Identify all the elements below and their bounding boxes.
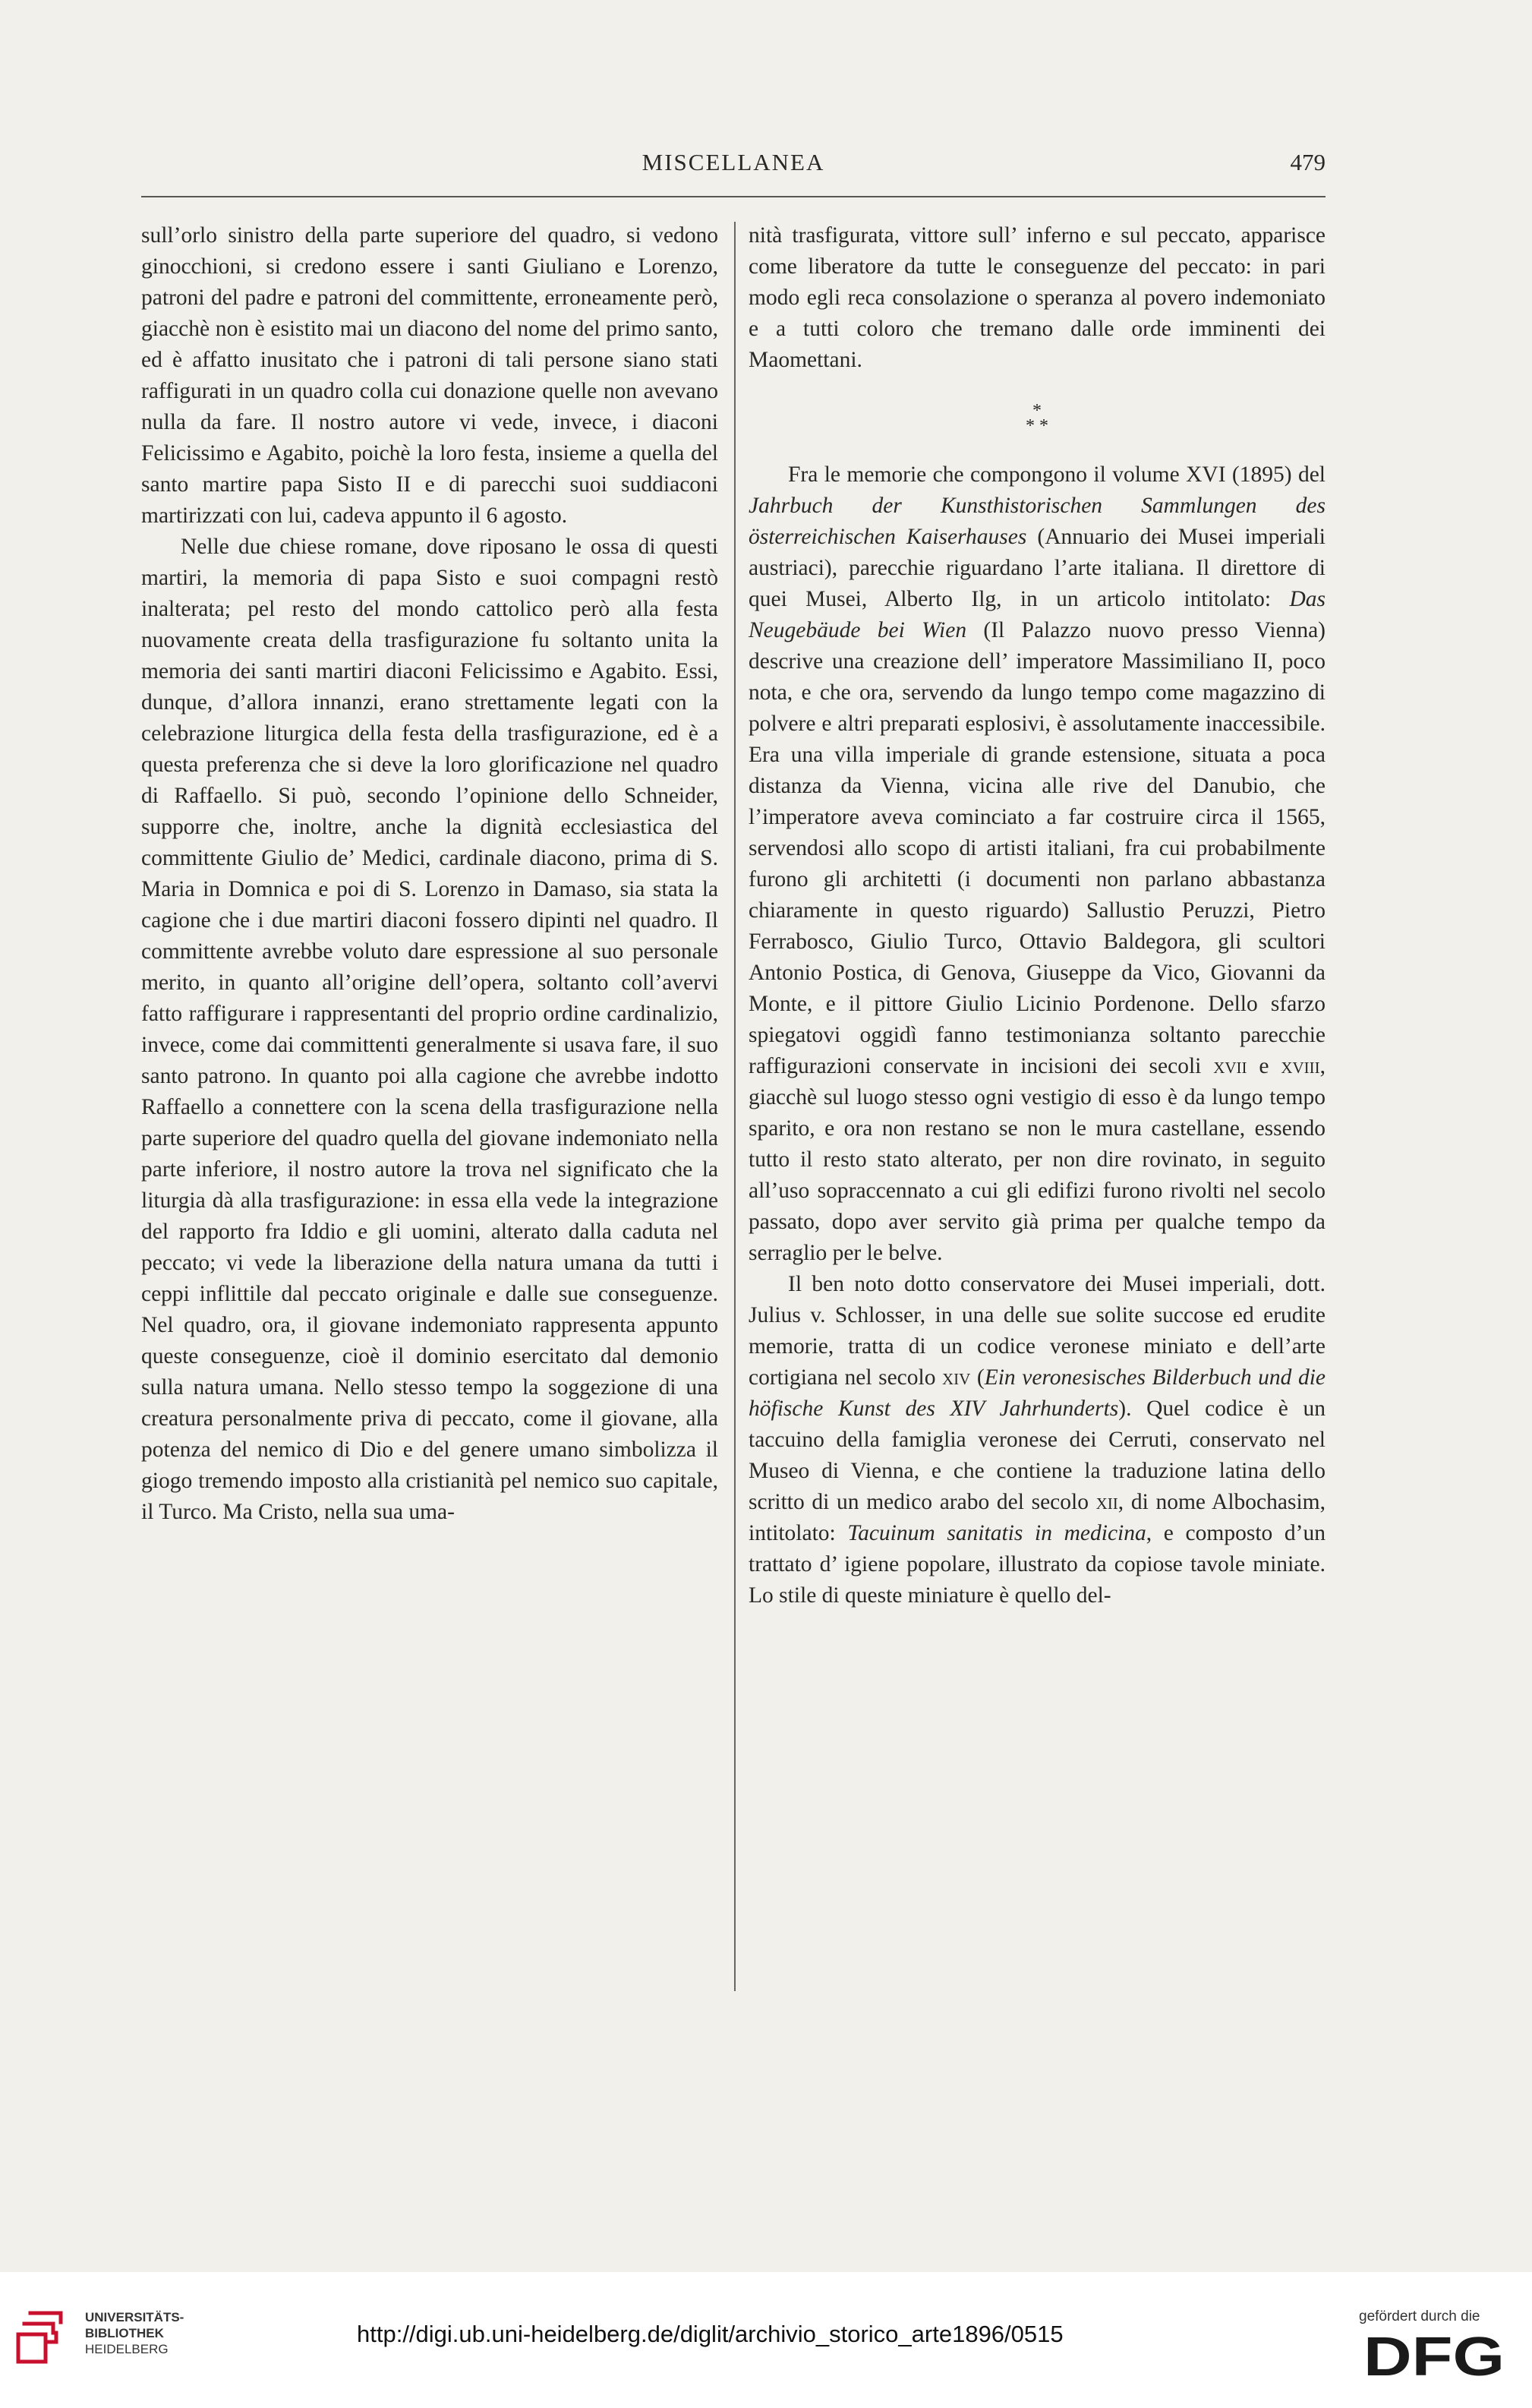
right-column bbox=[749, 220, 1326, 1611]
library-name[interactable] bbox=[85, 2309, 184, 2357]
running-title: MISCELLANEA bbox=[641, 149, 825, 175]
paragraph bbox=[749, 1269, 1326, 1611]
text-run: Il ben noto dotto conservatore dei Musei imperiali, dott. Julius v. Schlosser, in una delle sue solite succose ed erudite memorie, tratta di un codice veronese miniato e dell’arte cortigiana nel secolo bbox=[749, 1272, 1326, 1390]
text-run: ( bbox=[970, 1365, 985, 1390]
text-run: , giacchè sul luogo stesso ogni vestigio di esso è da lungo tempo sparito, e ora non restano se non le mura castellane, essendo tutto il resto stato alterato, per non dire rovinato, in seguito all’uso sopraccennato a cui gli edifizi furono rivolti nel secolo passato, dopo aver servito già prima per qualche tempo da serraglio per le belve. bbox=[749, 1054, 1326, 1265]
funded-by-label: gefördert durch die bbox=[1359, 2309, 1480, 2324]
italic-title: Tacuinum sanitatis in medicina bbox=[847, 1521, 1146, 1545]
library-name-line: BIBLIOTHEK bbox=[85, 2326, 164, 2340]
library-name-line: HEIDELBERG bbox=[85, 2342, 169, 2356]
text-run: ). Quel codice è un taccuino della famiglia veronese dei Cerruti, conservato nel Museo di Vienna, e che contiene la traduzione latina dello scritto di un medico arabo del secolo bbox=[749, 1397, 1326, 1514]
small-caps-numeral: xviii bbox=[1281, 1054, 1320, 1078]
text-run: (Il Palazzo nuovo presso Vienna) descrive una creazione dell’ imperatore Massimiliano II, poco nota, e che ora, servendo da lungo tempo come magazzino di polvere e altri preparati esplosivi, è assolutamente inaccessibile. Era una villa imperiale di grande estensione, situata a poca distanza da Vienna, vicina alle rive del Danubio, che l’imperatore aveva cominciato a far costruire circa il 1565, servendosi allo scopo di artisti italiani, fra cui probabilmente furono gli architetti (i documenti non parlano abbastanza chiaramente in questo riguardo) Sallustio Peruzzi, Pietro Ferrabosco, Giulio Turco, Ottavio Baldegora, gli scultori Antonio Postica, di Genova, Giuseppe da Vico, Giovanni da Monte, e il pittore Giulio Licinio Pordenone. Dello sfarzo spiegatovi oggidì fanno testimonianza soltanto parecchie raffigurazioni conservate in incisioni dei secoli bbox=[749, 618, 1326, 1078]
library-name-line: UNIVERSITÄTS- bbox=[85, 2310, 184, 2324]
paragraph bbox=[749, 459, 1326, 1269]
text-run: , e composto d’un trattato d’ igiene popolare, illustrato da copiose tavole miniate. Lo stile di queste miniature è quello del- bbox=[749, 1521, 1326, 1608]
small-caps-numeral: xiv bbox=[942, 1365, 971, 1390]
text-run: e bbox=[1247, 1054, 1281, 1078]
asterisk-bottom: * * bbox=[1026, 416, 1048, 436]
small-caps-numeral: xii bbox=[1095, 1490, 1118, 1514]
text-run: (Annuario dei Musei imperiali austriaci), parecchie riguardano l’arte italiana. Il direttore di quei Musei, Alberto Ilg, in un articolo intitolato: bbox=[749, 525, 1326, 611]
column-divider bbox=[734, 222, 736, 1991]
dfg-logo[interactable] bbox=[1363, 2331, 1508, 2380]
header-rule bbox=[141, 196, 1326, 197]
asterisk-top: * bbox=[1032, 401, 1042, 421]
text-run: Fra le memorie che compongono il volume XVI (1895) del bbox=[788, 462, 1326, 487]
page-number: 479 bbox=[1290, 149, 1326, 175]
university-library-logo-icon[interactable] bbox=[14, 2305, 74, 2366]
dfg-logo-text: DFG bbox=[1363, 2331, 1505, 2380]
italic-title: Ein veronesisches Bilderbuch und die höfische Kunst des XIV Jahrhunderts bbox=[749, 1365, 1326, 1421]
italic-title: Jahrbuch der Kunsthistorischen Sammlungen des österreichischen Kaiserhauses bbox=[749, 494, 1326, 549]
permalink-url[interactable]: http://digi.ub.uni-heidelberg.de/diglit/archivio_storico_arte1896/0515 bbox=[357, 2321, 1064, 2347]
running-head bbox=[141, 144, 1326, 190]
paragraph: sull’orlo sinistro della parte superiore del quadro, si vedono ginocchioni, si credono essere i santi Giuliano e Lorenzo, patroni del padre e patroni del committente, erroneamente però, giacchè non è esistito mai un diacono del nome del primo santo, ed è affatto inusitato che i patroni di tali persone siano stati raffigurati in un quadro colla cui donazione quelle non avevano nulla da fare. Il nostro autore vi vede, invece, i diaconi Felicissimo e Agabito, poichè la loro festa, insieme a quella del santo martire papa Sisto II e di parecchi suoi suddiaconi martirizzati con lui, cadeva appunto il 6 agosto. bbox=[141, 223, 718, 528]
section-separator-asterisks bbox=[749, 403, 1326, 434]
left-column bbox=[141, 220, 718, 1528]
paragraph: Nelle due chiese romane, dove riposano le ossa di questi martiri, la memoria di papa Sisto e suoi compagni restò inalterata; pel resto del mondo cattolico però alla festa nuovamente creata della trasfigurazione fu soltanto unita la memoria dei santi martiri diaconi Felicissimo e Agabito. Essi, dunque, d’allora innanzi, erano strettamente legati con la celebrazione liturgica della festa della trasfigurazione, ed è a questa preferenza che si deve la loro glorificazione nel quadro di Raffaello. Si può, secondo l’opinione dello Schneider, supporre che, inoltre, anche la dignità ecclesiastica del committente Giulio de’ Medici, cardinale diacono, prima di S. Maria in Domnica e poi di S. Lorenzo in Damaso, sia stata la cagione che i due martiri diaconi fossero dipinti nel quadro. Il committente avrebbe voluto dare espressione al suo personale merito, in quanto all’origine dell’opera, soltanto coll’avervi fatto raffigurare i rappresentanti del proprio ordine cardinalizio, invece, come dai committenti generalmente si usava fare, il suo santo patrono. In quanto poi alla cagione che avrebbe indotto Raffaello a connettere con la scena della trasfigurazione nella parte superiore del quadro quella del giovane indemoniato nella parte inferiore, il nostro autore la trova nel significato che la liturgia dà alla trasfigurazione: in essa ella vede la integrazione del rapporto fra Iddio e gli uomini, alterato dalla caduta nel peccato; vi vede la liberazione della natura umana da tutti i ceppi inflittile dal peccato originale e dalle sue conseguenze. Nel quadro, ora, il giovane indemoniato rappresenta appunto queste conseguenze, cioè il dominio esercitato dal demonio sulla natura umana. Nello stesso tempo la soggezione di una creatura personalmente priva di peccato, come il giovane, alla potenza del nemico di Dio e del genere umano simbolizza il giogo tremendo imposto alla cristianità pel nemico suo capitale, il Turco. Ma Cristo, nella sua uma- bbox=[141, 535, 718, 1524]
text-run: , di nome Albochasim, intitolato: bbox=[749, 1490, 1326, 1545]
paragraph: nità trasfigurata, vittore sull’ inferno e sul peccato, apparisce come liberatore da tutte le conseguenze del peccato: in pari modo egli reca consolazione o speranza al povero indemoniato e a tutti coloro che tremano dalle orde imminenti dei Maomettani. bbox=[749, 223, 1326, 372]
italic-title: Das Neugebäude bei Wien bbox=[749, 587, 1326, 642]
small-caps-numeral: xvii bbox=[1213, 1054, 1247, 1078]
